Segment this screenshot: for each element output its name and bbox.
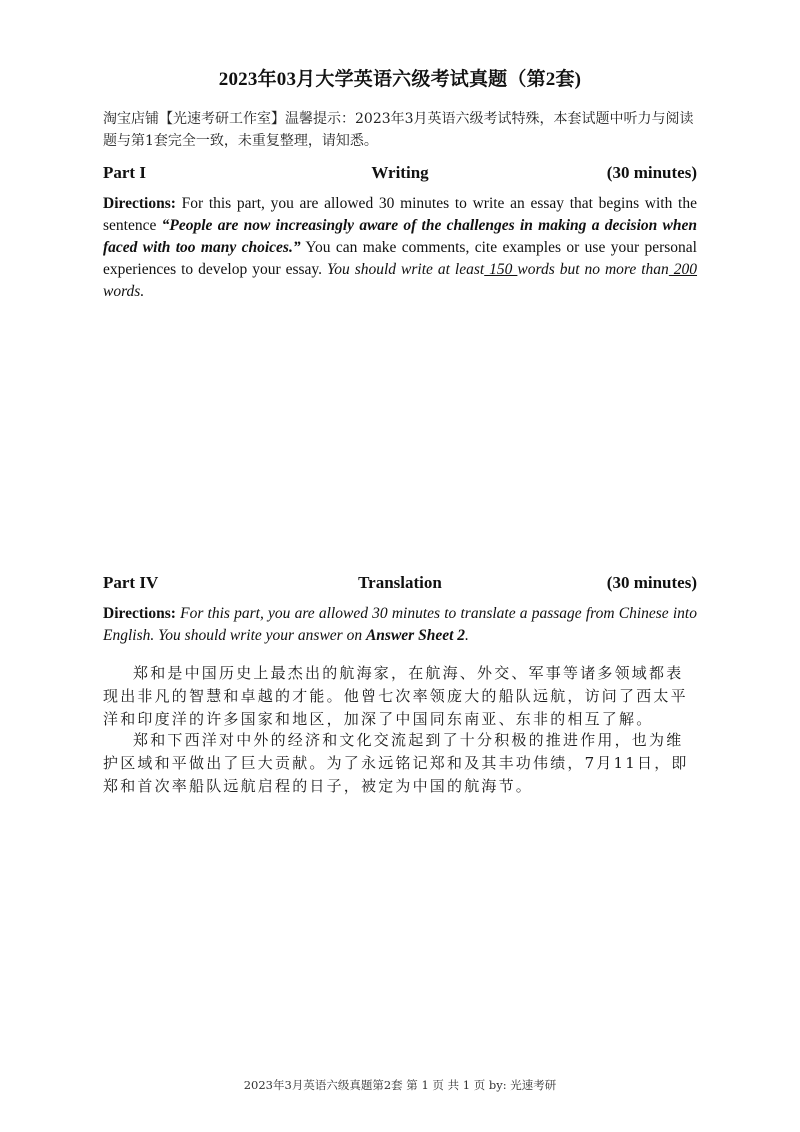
part1-text-b: You can make comments, cite examples or use your personal experiences to develop your essay. xyxy=(103,239,697,278)
part1-label: Part I xyxy=(103,163,146,182)
part1-directions-label: Directions: xyxy=(103,195,176,212)
part4-text-a: For this part, you are allowed 30 minutes to translate a passage from Chinese into English. You should write your answer on xyxy=(103,605,697,644)
part1-header xyxy=(103,163,697,187)
part1-directions xyxy=(103,193,697,303)
part1-essay-prompt: “People are now increasingly aware of the challenges in making a decision when faced with too many choices.” xyxy=(103,217,698,256)
part4-name: Translation xyxy=(358,573,442,592)
part1-requirement-a: You should write at least xyxy=(327,261,485,278)
part1-time: (30 minutes) xyxy=(606,163,697,182)
max-word-count: 200 xyxy=(668,261,698,278)
part4-directions xyxy=(103,603,697,647)
part1-name: Writing xyxy=(371,163,429,182)
translation-paragraph: 郑和是中国历史上最杰出的航海家，在航海、外交、军事等诸多领域都表现出非凡的智慧和卓越的才能。他曾七次率领庞大的船队远航，访问了西太平洋和印度洋的许多国家和地区，加深了中国同东南亚、东非的相互了解。 xyxy=(103,664,688,728)
page-footer: 2023年3月英语六级真题第2套 第 1 页 共 1 页 by: 光速考研 xyxy=(243,1078,557,1092)
part1-requirement-c: words. xyxy=(103,283,145,300)
part4-time: (30 minutes) xyxy=(606,573,697,592)
translation-paragraph: 郑和下西洋对中外的经济和文化交流起到了十分积极的推进作用，也为维护区域和平做出了巨大贡献。为了永远铭记郑和及其丰功伟绩，7月11日，即郑和首次率船队远航启程的日子，被定为中国的航海节。 xyxy=(103,731,689,795)
part4-text-b: . xyxy=(465,627,469,644)
part4-directions-label: Directions: xyxy=(103,605,176,622)
min-word-count: 150 xyxy=(484,261,518,278)
shop-notice: 淘宝店铺【光速考研工作室】温馨提示：2023年3月英语六级考试特殊，本套试题中听力与阅读题与第1套完全一致，未重复整理，请知悉。 xyxy=(103,111,694,149)
part4-header xyxy=(103,573,697,597)
part4-label: Part IV xyxy=(103,573,159,592)
page-title: 2023年03月大学英语六级考试真题（第2套) xyxy=(218,69,582,90)
part1-text-a: For this part, you are allowed 30 minutes to write an essay that begins with the sentence xyxy=(103,195,697,234)
answer-sheet-ref: Answer Sheet 2 xyxy=(365,627,466,644)
part1-requirement-b: words but no more than xyxy=(517,261,669,278)
